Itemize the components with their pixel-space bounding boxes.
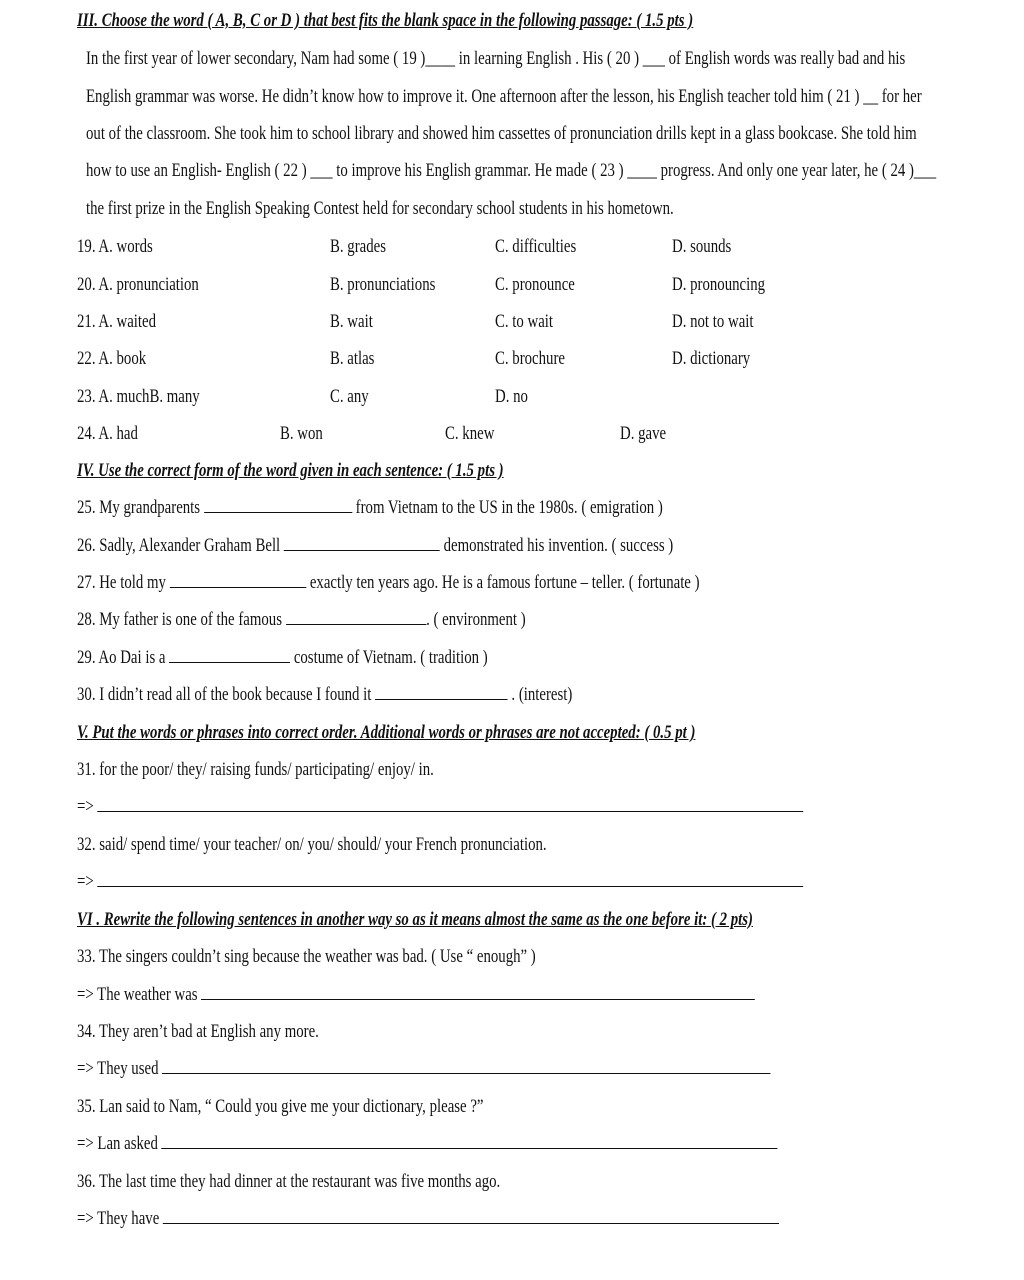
q35-answer-prefix: => Lan asked — [77, 1133, 158, 1154]
q25-answer-blank[interactable] — [204, 498, 352, 513]
q28 — [77, 609, 526, 631]
q30-answer-blank[interactable] — [375, 685, 508, 700]
q20-option-c: C. pronounce — [495, 274, 575, 295]
q20-option-b: B. pronunciations — [330, 274, 436, 295]
q22-option-c: C. brochure — [495, 348, 565, 369]
q34: 34. They aren’t bad at English any more. — [77, 1021, 319, 1042]
q30-text-end: . (interest) — [511, 684, 573, 705]
q30 — [77, 684, 572, 706]
q33-answer-prefix: => The weather was — [77, 984, 198, 1005]
q23-option-ab: 23. A. muchB. many — [77, 386, 200, 407]
q28-answer-blank[interactable] — [286, 610, 426, 625]
q19-option-a: 19. A. words — [77, 236, 153, 257]
q36-answer — [77, 1208, 779, 1230]
q29-text: 29. Ao Dai is a — [77, 647, 166, 668]
section-iii-heading: III. Choose the word ( A, B, C or D ) that best fits the blank space in the following passage: ( 1.5 pts ) — [77, 10, 694, 31]
q22-option-b: B. atlas — [330, 348, 375, 369]
q19-option-b: B. grades — [330, 236, 386, 257]
q32: 32. said/ spend time/ your teacher/ on/ you/ should/ your French pronunciation. — [77, 834, 547, 855]
q25 — [77, 497, 663, 519]
q35: 35. Lan said to Nam, “ Could you give me your dictionary, please ?” — [77, 1096, 484, 1117]
q27-text-end: exactly ten years ago. He is a famous fortune – teller. ( fortunate ) — [309, 572, 700, 593]
passage-line: how to use an English- English ( 22 ) ___ to improve his English grammar. He made ( 23 ) ____ progress. And only one year later, he ( 24 )___ — [86, 160, 937, 181]
q19-option-c: C. difficulties — [495, 236, 577, 257]
section-iv-heading: IV. Use the correct form of the word given in each sentence: ( 1.5 pts ) — [77, 460, 504, 481]
q26-answer-blank[interactable] — [284, 536, 440, 551]
q34-answer-blank[interactable] — [162, 1059, 770, 1074]
q21-option-a: 21. A. waited — [77, 311, 157, 332]
passage-line: English grammar was worse. He didn’t know how to improve it. One afternoon after the lesson, his English teacher told him ( 21 ) __ for her — [86, 86, 922, 107]
q21-option-d: D. not to wait — [672, 311, 754, 332]
arrow: => — [77, 871, 94, 892]
q22-option-d: D. dictionary — [672, 348, 751, 369]
q33: 33. The singers couldn’t sing because the weather was bad. ( Use “ enough” ) — [77, 946, 536, 967]
q33-answer — [77, 984, 755, 1006]
passage-line: In the first year of lower secondary, Nam had some ( 19 )____ in learning English . His ( 20 ) ___ of English words was really bad and his — [86, 48, 906, 69]
q24-option-d: D. gave — [620, 423, 667, 444]
q31-answer-blank[interactable] — [97, 797, 803, 812]
q21-option-b: B. wait — [330, 311, 373, 332]
q27-text: 27. He told my — [77, 572, 166, 593]
q29 — [77, 647, 488, 669]
q34-answer-prefix: => They used — [77, 1058, 159, 1079]
q28-text-end: . ( environment ) — [426, 609, 526, 630]
q26-text-end: demonstrated his invention. ( success ) — [443, 535, 674, 556]
q34-answer — [77, 1058, 771, 1080]
q20-option-a: 20. A. pronunciation — [77, 274, 199, 295]
q24-option-b: B. won — [280, 423, 323, 444]
q25-text-end: from Vietnam to the US in the 1980s. ( emigration ) — [355, 497, 663, 518]
q29-text-end: costume of Vietnam. ( tradition ) — [293, 647, 488, 668]
q35-answer-blank[interactable] — [162, 1134, 778, 1149]
q35-answer — [77, 1133, 778, 1155]
q26-text: 26. Sadly, Alexander Graham Bell — [77, 535, 281, 556]
q30-text: 30. I didn’t read all of the book because I found it — [77, 684, 372, 705]
passage-line: the first prize in the English Speaking Contest held for secondary school students in his hometown. — [86, 198, 674, 219]
q27 — [77, 572, 700, 594]
section-vi-heading: VI . Rewrite the following sentences in another way so as it means almost the same as the one before it: ( 2 pts) — [77, 909, 753, 930]
q21-option-c: C. to wait — [495, 311, 554, 332]
q36: 36. The last time they had dinner at the restaurant was five months ago. — [77, 1171, 501, 1192]
section-v-heading: V. Put the words or phrases into correct order. Additional words or phrases are not accepted: ( 0.5 pt ) — [77, 722, 696, 743]
q31-answer — [77, 796, 803, 818]
q36-answer-prefix: => They have — [77, 1208, 160, 1229]
q23-option-c: C. any — [330, 386, 369, 407]
q22-option-a: 22. A. book — [77, 348, 147, 369]
arrow: => — [77, 796, 94, 817]
passage-line: out of the classroom. She took him to school library and showed him cassettes of pronunciation drills kept in a glass bookcase. She told him — [86, 123, 917, 144]
q23-option-d: D. no — [495, 386, 528, 407]
q29-answer-blank[interactable] — [169, 648, 290, 663]
q20-option-d: D. pronouncing — [672, 274, 766, 295]
q19-option-d: D. sounds — [672, 236, 732, 257]
q26 — [77, 535, 673, 557]
q25-text: 25. My grandparents — [77, 497, 201, 518]
q24-option-c: C. knew — [445, 423, 495, 444]
q32-answer — [77, 871, 803, 893]
q27-answer-blank[interactable] — [170, 573, 307, 588]
q33-answer-blank[interactable] — [201, 985, 755, 1000]
q31: 31. for the poor/ they/ raising funds/ participating/ enjoy/ in. — [77, 759, 434, 780]
q24-option-a: 24. A. had — [77, 423, 138, 444]
q28-text: 28. My father is one of the famous — [77, 609, 282, 630]
q36-answer-blank[interactable] — [163, 1209, 779, 1224]
q32-answer-blank[interactable] — [97, 872, 803, 887]
